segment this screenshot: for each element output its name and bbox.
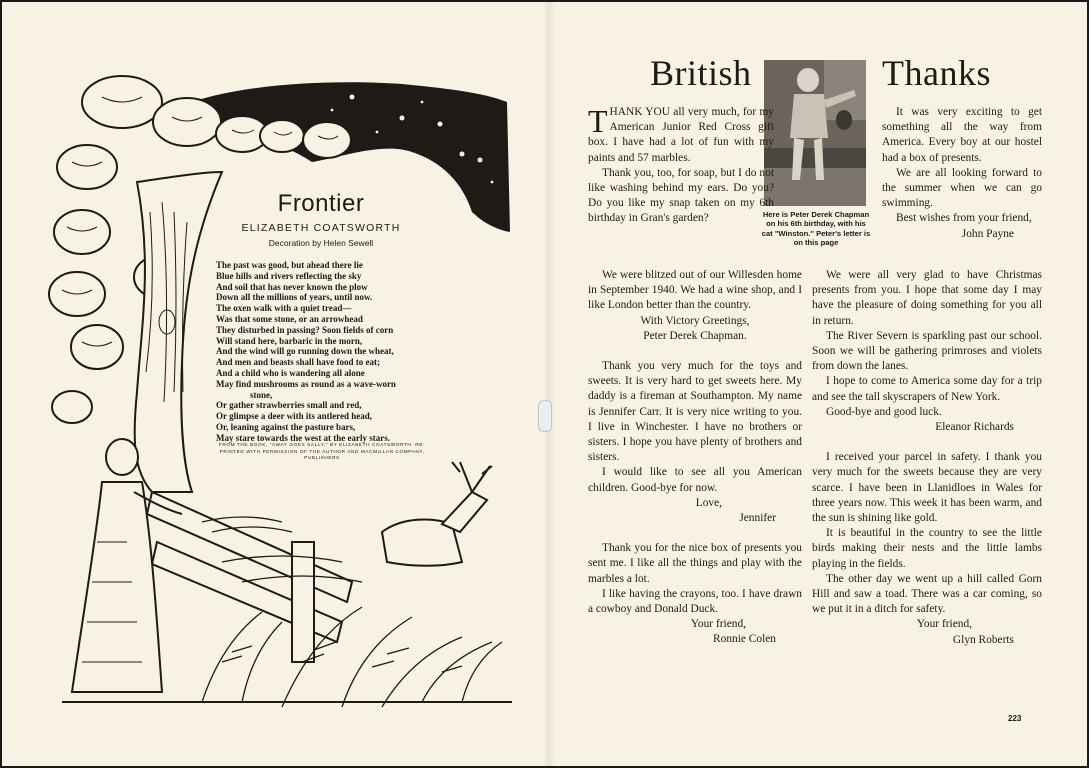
letter-paragraph: We were blitzed out of our Willesden home in September 1940. We had a wine shop, and I like London better than the country. [588, 269, 802, 312]
star [438, 122, 443, 127]
letter-paragraph: HANK YOU all very much, for my American Junior Red Cross gift box. I have had a lot of fun with my paints and 57 marbles. [588, 106, 774, 164]
poem-line: Or, leaning against the pasture bars, [216, 421, 356, 432]
letter-paragraph: It is beautiful in the country to see the little birds making their nests and the little lambs playing in the fields. [812, 527, 1042, 570]
page-number: 223 [1008, 714, 1022, 723]
letter-paragraph: Thank you for the nice box of presents you sent me. I like all the things and play with the marbles a lot. [588, 542, 802, 585]
letter-peter [588, 105, 774, 227]
letter-signature: Jennifer [739, 512, 776, 525]
poem-line: And the wind will go running down the wheat, [216, 346, 394, 357]
source-credit [216, 442, 428, 462]
star [472, 215, 477, 220]
letter-signature: Glyn Roberts [952, 633, 1014, 646]
poem-line: Blue hills and rivers reflecting the sky [216, 270, 362, 281]
poem-line: And soil that has never known the plow [216, 281, 368, 292]
letter-paragraph: I hope to come to America some day for a trip and see the tall skyscrapers of New York. [812, 375, 1042, 403]
letter-signature: Eleanor Richards [935, 421, 1014, 434]
poem-line: Was that some stone, or an arrowhead [216, 313, 363, 324]
photo-caption: Here is Peter Derek Chapman on his 6th birthday, with his cat "Winston." Peter's letter is on this page [761, 210, 871, 248]
poem-author: ELIZABETH COATSWORTH [241, 222, 401, 234]
clip-mark [538, 400, 552, 432]
headline-british: British [650, 53, 752, 93]
letter-closing: Your friend, [916, 618, 972, 631]
poem-lines [216, 260, 434, 444]
letter-john [882, 105, 1042, 242]
poem-line: They disturbed in passing? Soon fields of corn [216, 324, 394, 335]
letter-paragraph: I received your parcel in safety. I thank you very much for the sweets because they are very scarce. I have been in Llanidloes in Wales for three years now. This week it has been warm, and the sun is shining like gold. [812, 451, 1042, 525]
poem-line: Or glimpse a deer with its antlered head, [216, 411, 372, 422]
source-credit-line: PRINTED WITH PERMISSION OF THE AUTHOR AND MACMILLAN COMPANY, PUBLISHERS [219, 448, 425, 460]
letter-paragraph: Thank you, too, for soap, but I do not like washing behind my ears. Do you? Do you like my snap taken on my 6th birthday in Gran's garden? [588, 166, 774, 225]
letter-closing: Your friend, [690, 618, 746, 631]
star [350, 95, 355, 100]
dropcap: T [588, 103, 608, 139]
star [400, 116, 405, 121]
deer [382, 462, 492, 566]
poem-line: And men and beasts shall have food to eat; [216, 357, 381, 368]
letter-paragraph: The other day we went up a hill called Gorn Hill and saw a toad. There was a car coming, so we put it in a ditch for safety. [812, 572, 1042, 616]
page-gutter [542, 2, 556, 766]
poem-line: Will stand here, barbaric in the morn, [216, 335, 363, 346]
star [491, 181, 494, 184]
letter-closing: With Victory Greetings, [640, 314, 750, 327]
star [421, 101, 424, 104]
letter-signature: Ronnie Colen [713, 633, 776, 646]
letter-signature: Peter Derek Chapman. [643, 329, 747, 342]
star [331, 109, 334, 112]
letter-paragraph: Best wishes from your friend, [896, 212, 1032, 225]
letter-paragraph: I like having the crayons, too. I have drawn a cowboy and Donald Duck. [588, 587, 802, 616]
star [478, 158, 483, 163]
poem-line: stone, [250, 389, 273, 400]
letter-paragraph: It was very exciting to get something all the way from America. Every boy at our hostel had a box of presents. [882, 106, 1042, 164]
letter-paragraph: Thank you very much for the toys and sweets. It is very hard to get sweets here. My daddy is a fireman at Southampton. My name is Jennifer Carr. It is very nice writing to you. I live in Winchester. I have no brothers or sisters. I hope you have plenty of brothers and sisters. [588, 360, 802, 464]
letter-closing: Love, [695, 496, 722, 509]
poem-line: May stare towards the west at the early stars. [216, 432, 391, 443]
poem-line: And a child who is wandering all alone [216, 367, 365, 378]
poem-line: May find mushrooms as round as a wave-worn [216, 378, 396, 389]
poem-line: Or gather strawberries small and red, [216, 400, 362, 411]
star [376, 131, 379, 134]
letter-paragraph: The River Severn is sparkling past our school. Soon we will be gathering primroses and violets from down the lanes. [812, 329, 1042, 373]
poem-block [208, 182, 434, 444]
poem-line: Down all the millions of years, until now. [216, 292, 373, 303]
letter-eleanor-glyn [812, 268, 1042, 648]
headline-thanks: Thanks [882, 53, 991, 93]
decoration-credit: Decoration by Helen Sewell [268, 238, 374, 248]
poem-title: Frontier [277, 190, 365, 217]
letter-signature: John Payne [961, 227, 1014, 240]
star [460, 152, 465, 157]
poem-line: The past was good, but ahead there lie [216, 260, 363, 270]
letter-paragraph: We were all very glad to have Christmas presents from you. I hope that some day I may have the pleasure of doing something for you all in return. [812, 269, 1042, 327]
letter-paragraph: We are all looking forward to the summer when we can go swimming. [882, 166, 1042, 210]
letter-peter-continued [588, 268, 802, 648]
letter-paragraph: I would like to see all you American children. Good-bye for now. [588, 466, 802, 494]
letter-paragraph: Good-bye and good luck. [826, 405, 942, 418]
boy-photo [764, 60, 866, 206]
source-credit-line: FROM THE BOOK, "AWAY GOES SALLY," BY ELIZABETH COATSWORTH. RE- [218, 442, 426, 447]
poem-line: The oxen walk with a quiet tread— [216, 303, 352, 314]
